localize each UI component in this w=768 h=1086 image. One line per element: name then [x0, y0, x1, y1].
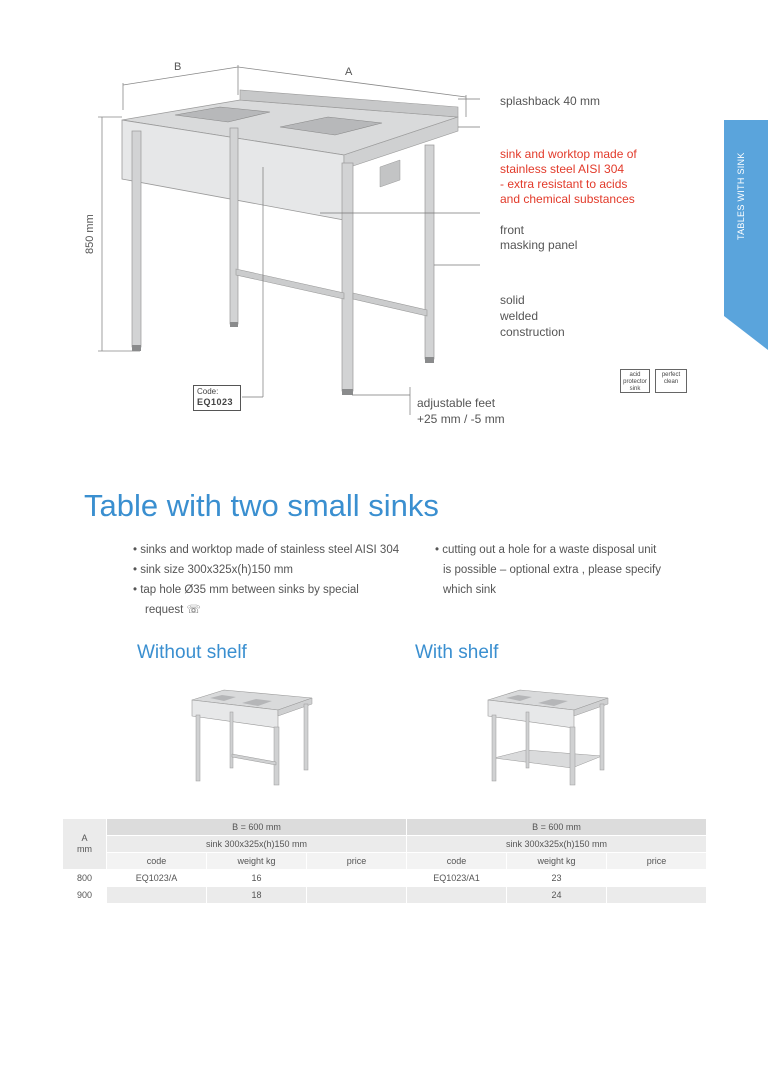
column-header: weight kg: [507, 853, 607, 870]
group-sink: sink 300x325x(h)150 mm: [407, 836, 707, 853]
weight-cell: 18: [207, 887, 307, 904]
material-callout-line: - extra resistant to acids: [500, 177, 628, 191]
front-panel-line: front: [500, 223, 525, 237]
column-header: weight kg: [207, 853, 307, 870]
side-tab: [724, 120, 768, 350]
without-shelf-heading: Without shelf: [137, 642, 247, 663]
material-callout-line: stainless steel AISI 304: [500, 162, 625, 176]
price-cell: [307, 887, 407, 904]
feature-item: • cutting out a hole for a waste disposal unit: [435, 544, 657, 556]
code-box: [193, 385, 241, 411]
page-title: Table with two small sinks: [84, 488, 439, 523]
table-row: [63, 836, 707, 853]
a-header-cell: [63, 819, 107, 870]
group-dim: B = 600 mm: [107, 819, 407, 836]
column-header: code: [107, 853, 207, 870]
construction-line: welded: [500, 309, 539, 323]
acid-protector-badge: [620, 369, 650, 393]
a-unit: mm: [77, 844, 92, 854]
front-panel-callout: [500, 223, 577, 253]
height-label: 850 mm: [84, 214, 96, 254]
material-callout-line: and chemical substances: [500, 192, 635, 206]
weight-cell: 24: [507, 887, 607, 904]
table-row: [63, 853, 707, 870]
feature-item: • sink size 300x325x(h)150 mm: [133, 564, 293, 576]
weight-cell: 16: [207, 870, 307, 887]
feature-item: • tap hole Ø35 mm between sinks by special: [133, 584, 359, 596]
code-caption: Code:: [197, 387, 219, 396]
feature-item: is possible – optional extra , please specify: [443, 564, 661, 576]
code-value: EQ1023: [197, 397, 234, 407]
features-left: [133, 540, 399, 620]
column-header: price: [607, 853, 707, 870]
a-value: 800: [63, 870, 107, 887]
a-header: A: [81, 833, 88, 843]
side-tab-label: TABLES WITH SINK: [736, 152, 746, 240]
construction-line: solid: [500, 293, 525, 307]
feature-item: request ☏: [145, 604, 201, 616]
price-cell: [607, 870, 707, 887]
column-header: price: [307, 853, 407, 870]
dimension-a-label: A: [345, 66, 353, 78]
badge-line: sink: [629, 386, 641, 392]
price-cell: [607, 887, 707, 904]
group-sink: sink 300x325x(h)150 mm: [107, 836, 407, 853]
weight-cell: 23: [507, 870, 607, 887]
badge-line: clean: [663, 379, 679, 385]
material-callout: [500, 147, 637, 207]
table-with-shelf-image: [486, 686, 611, 786]
feature-item: • sinks and worktop made of stainless steel AISI 304: [133, 544, 400, 556]
construction-line: construction: [500, 325, 565, 339]
code-cell: [407, 887, 507, 904]
feet-line: +25 mm / -5 mm: [417, 412, 505, 426]
features-right: [435, 540, 661, 600]
price-cell: [307, 870, 407, 887]
feature-item: which sink: [443, 584, 497, 596]
code-cell: EQ1023/A: [107, 870, 207, 887]
sink-table-drawing: [80, 55, 480, 415]
a-value: 900: [63, 887, 107, 904]
feet-callout: [417, 395, 505, 427]
badge-line: acid: [629, 372, 641, 378]
table-row: [63, 819, 707, 836]
material-callout-line: sink and worktop made of: [500, 147, 637, 161]
front-panel-line: masking panel: [500, 238, 578, 252]
splashback-callout: splashback 40 mm: [500, 94, 601, 108]
spec-table: [62, 818, 707, 904]
column-header: code: [407, 853, 507, 870]
table-without-shelf-image: [190, 686, 315, 786]
perfect-clean-badge: [655, 369, 687, 393]
badge-line: protector: [623, 379, 647, 385]
dimension-b-label: B: [174, 61, 182, 73]
code-cell: EQ1023/A1: [407, 870, 507, 887]
feet-line: adjustable feet: [417, 396, 496, 410]
construction-callout: [500, 292, 565, 340]
with-shelf-heading: With shelf: [415, 642, 499, 663]
badge-line: perfect: [661, 372, 681, 378]
group-dim: B = 600 mm: [407, 819, 707, 836]
code-cell: [107, 887, 207, 904]
table-row: [63, 887, 707, 904]
table-row: [63, 870, 707, 887]
